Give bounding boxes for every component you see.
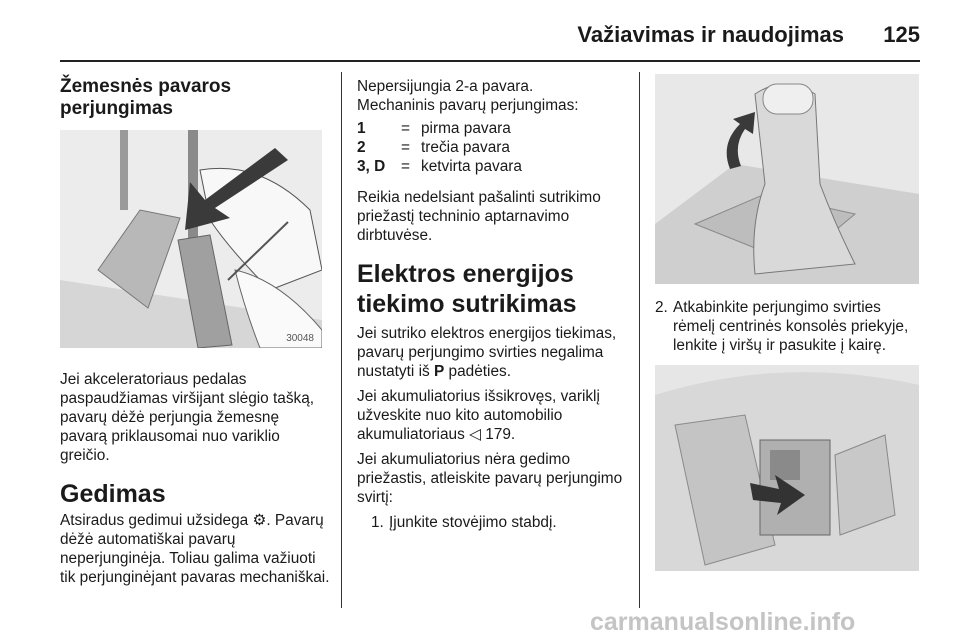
table-row: 3, D = ketvirta pavara <box>357 158 522 175</box>
pedal-illustration <box>60 130 322 348</box>
kickdown-paragraph: Jei akceleratoriaus pedalas paspaudžiamas viršijant slėgio tašką, pavarų dėžė perjungia žemesnę pavarą priklausomai nuo variklio greičio. <box>60 371 315 464</box>
battery-paragraph: Jei akumuliatorius išsikrovęs, variklį užveskite nuo kito automobilio akumuliatoriaus ◁ 179. <box>357 388 600 443</box>
gear-table <box>357 119 522 176</box>
page-number: 125 <box>883 22 920 47</box>
list-item: 2. Atkabinkite perjungimo svirties rėmelį centrinės konsolės priekyje, lenkite į viršų ir pasukite į kairę. <box>655 299 909 354</box>
fault-paragraph: Atsiradus gedimui užsidega ⚙. Pavarų dėžė automatiškai pavarų neperjunginėja. Toliau galima važiuoti tik perjunginėjant pavaras mechaniškai. <box>60 512 330 586</box>
console-drawing <box>655 365 919 571</box>
repair-paragraph: Reikia nedelsiant pašalinti sutrikimo priežastį techninio aptarnavimo dirbtuvėse. <box>357 189 601 244</box>
table-row: 2 = trečia pavara <box>357 139 510 156</box>
list-item: 1. Įjunkite stovėjimo stabdį. <box>371 514 557 531</box>
steps-list-continued <box>655 298 925 355</box>
figure-number: 30048 <box>286 333 314 344</box>
gearbox-warning-icon: ⚙ <box>252 512 267 529</box>
fault-heading: Gedimas <box>60 480 166 508</box>
release-paragraph: Jei akumuliatorius nėra gedimo priežastis, atleiskite pavarų perjungimo svirtį: <box>357 451 623 506</box>
column-1 <box>60 72 330 587</box>
column-divider <box>639 72 640 608</box>
gear-lever-drawing <box>655 74 919 284</box>
watermark: carmanualsonline.info <box>590 608 856 636</box>
page-header <box>60 14 920 62</box>
downshift-heading: Žemesnės pavaros perjungimas <box>60 76 232 119</box>
gear-lever-illustration <box>655 74 919 284</box>
table-row: 1 = pirma pavara <box>357 120 511 137</box>
pedal-drawing <box>60 130 322 348</box>
column-3 <box>655 72 925 571</box>
page-reference-icon: ◁ <box>469 426 481 443</box>
power-failure-heading: Elektros energijos tiekimo sutrikimas <box>357 260 577 318</box>
manual-shift-text: Mechaninis pavarų perjungimas: <box>357 97 579 114</box>
console-illustration <box>655 365 919 571</box>
column-divider <box>341 72 342 608</box>
power-failure-paragraph: Jei sutriko elektros energijos tiekimas, pavarų perjungimo svirties negalima nustatyti iš P padėties. <box>357 325 617 380</box>
second-gear-text: Nepersijungia 2-a pavara. <box>357 78 534 95</box>
header-title: Važiavimas ir naudojimas <box>577 22 844 47</box>
column-2 <box>357 72 627 532</box>
steps-list <box>357 513 627 532</box>
